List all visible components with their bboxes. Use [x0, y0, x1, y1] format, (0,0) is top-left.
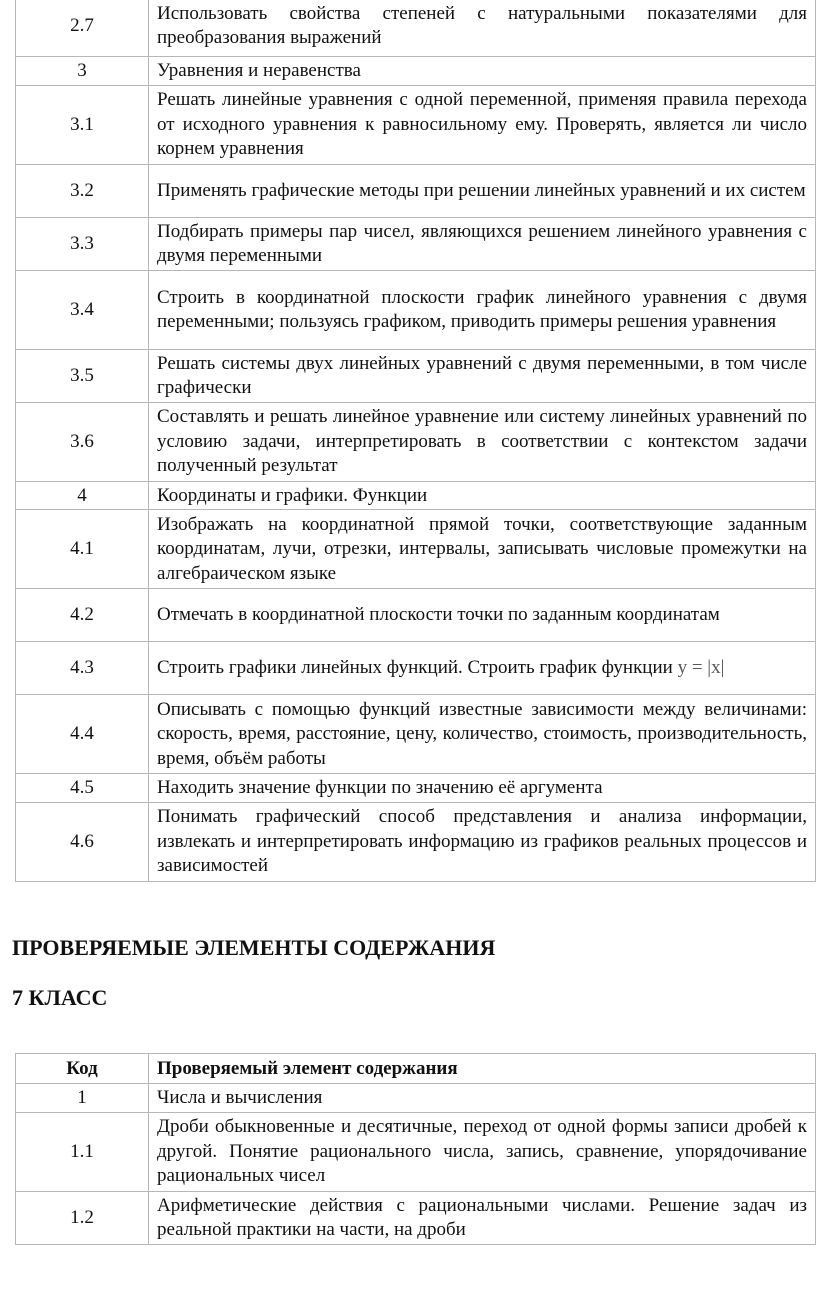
- formula-text: y = |x|: [677, 657, 725, 679]
- skills-table: [15, 0, 816, 882]
- table-row: [16, 510, 816, 589]
- table-row: [16, 481, 816, 510]
- table-row: [16, 217, 816, 270]
- table-row: [16, 1191, 816, 1244]
- table-row: [16, 270, 816, 349]
- row-code: 3.3: [16, 217, 149, 270]
- table-row: [16, 774, 816, 803]
- table-header-row: [16, 1054, 816, 1084]
- table-row: [16, 349, 816, 402]
- header-text: Проверяемый элемент содержания: [149, 1054, 816, 1084]
- row-text: Арифметические действия с рациональными числами. Решение задач из реальной практики на части, на дроби: [149, 1191, 816, 1244]
- row-text: Уравнения и неравенства: [149, 57, 816, 86]
- table-row: [16, 1112, 816, 1191]
- row-text: Строить в координатной плоскости график линейного уравнения с двумя переменными; пользуясь графиком, приводить примеры решения уравнения: [149, 270, 816, 349]
- table-row: [16, 0, 816, 57]
- row-code: 2.7: [16, 0, 149, 57]
- row-code: 3.4: [16, 270, 149, 349]
- row-code: 1.1: [16, 1112, 149, 1191]
- row-text: Числа и вычисления: [149, 1084, 816, 1113]
- content-elements-table: [15, 1053, 816, 1245]
- table-row: [16, 642, 816, 695]
- row-code: 1: [16, 1084, 149, 1113]
- table-row: [16, 164, 816, 217]
- row-code: 4.1: [16, 510, 149, 589]
- table-row: [16, 57, 816, 86]
- row-text: Применять графические методы при решении линейных уравнений и их систем: [149, 164, 816, 217]
- row-text: Подбирать примеры пар чисел, являющихся решением линейного уравнения с двумя переменными: [149, 217, 816, 270]
- row-code: 4.2: [16, 589, 149, 642]
- row-code: 3.5: [16, 349, 149, 402]
- row-text: Находить значение функции по значению её аргумента: [149, 774, 816, 803]
- row-text: Отмечать в координатной плоскости точки по заданным координатам: [149, 589, 816, 642]
- row-code: 3.6: [16, 402, 149, 481]
- row-text: Описывать с помощью функций известные зависимости между величинами: скорость, время, расстояние, цену, количество, стоимость, производительность, время, объём работы: [149, 695, 816, 774]
- row-text: Решать системы двух линейных уравнений с двумя переменными, в том числе графически: [149, 349, 816, 402]
- grade-title: 7 КЛАСС: [12, 985, 108, 1010]
- row-code: 4.4: [16, 695, 149, 774]
- row-text: Составлять и решать линейное уравнение или систему линейных уравнений по условию задачи, интерпретировать в соответствии с контекстом задачи полученный результат: [149, 402, 816, 481]
- row-text: Изображать на координатной прямой точки, соответствующие заданным координатам, лучи, отрезки, интервалы, записывать числовые промежутки на алгебраическом языке: [149, 510, 816, 589]
- table-row: [16, 1084, 816, 1113]
- row-text: [149, 642, 816, 695]
- table-row: [16, 802, 816, 881]
- row-code: 4.6: [16, 802, 149, 881]
- row-text: Использовать свойства степеней с натуральными показателями для преобразования выражений: [149, 0, 816, 57]
- section-title: ПРОВЕРЯЕМЫЕ ЭЛЕМЕНТЫ СОДЕРЖАНИЯ: [12, 935, 496, 960]
- row-code: 3.2: [16, 164, 149, 217]
- row-code: 4.5: [16, 774, 149, 803]
- row-text: Координаты и графики. Функции: [149, 481, 816, 510]
- table-row: [16, 402, 816, 481]
- table-row: [16, 85, 816, 164]
- row-code: 4.3: [16, 642, 149, 695]
- row-text: Дроби обыкновенные и десятичные, переход от одной формы записи дробей к другой. Понятие рационального числа, запись, сравнение, упорядочивание рациональных чисел: [149, 1112, 816, 1191]
- table-row: [16, 695, 816, 774]
- row-text: Понимать графический способ представления и анализа информации, извлекать и интерпретировать информацию из графиков реальных процессов и зависимостей: [149, 802, 816, 881]
- row-code: 1.2: [16, 1191, 149, 1244]
- row-text: Решать линейные уравнения с одной переменной, применяя правила перехода от исходного уравнения к равносильному ему. Проверять, является ли число корнем уравнения: [149, 85, 816, 164]
- row-code: 3.1: [16, 85, 149, 164]
- row-text-main: Строить графики линейных функций. Строить график функции: [157, 657, 673, 679]
- row-code: 4: [16, 481, 149, 510]
- header-code: Код: [16, 1054, 149, 1084]
- table-row: [16, 589, 816, 642]
- row-code: 3: [16, 57, 149, 86]
